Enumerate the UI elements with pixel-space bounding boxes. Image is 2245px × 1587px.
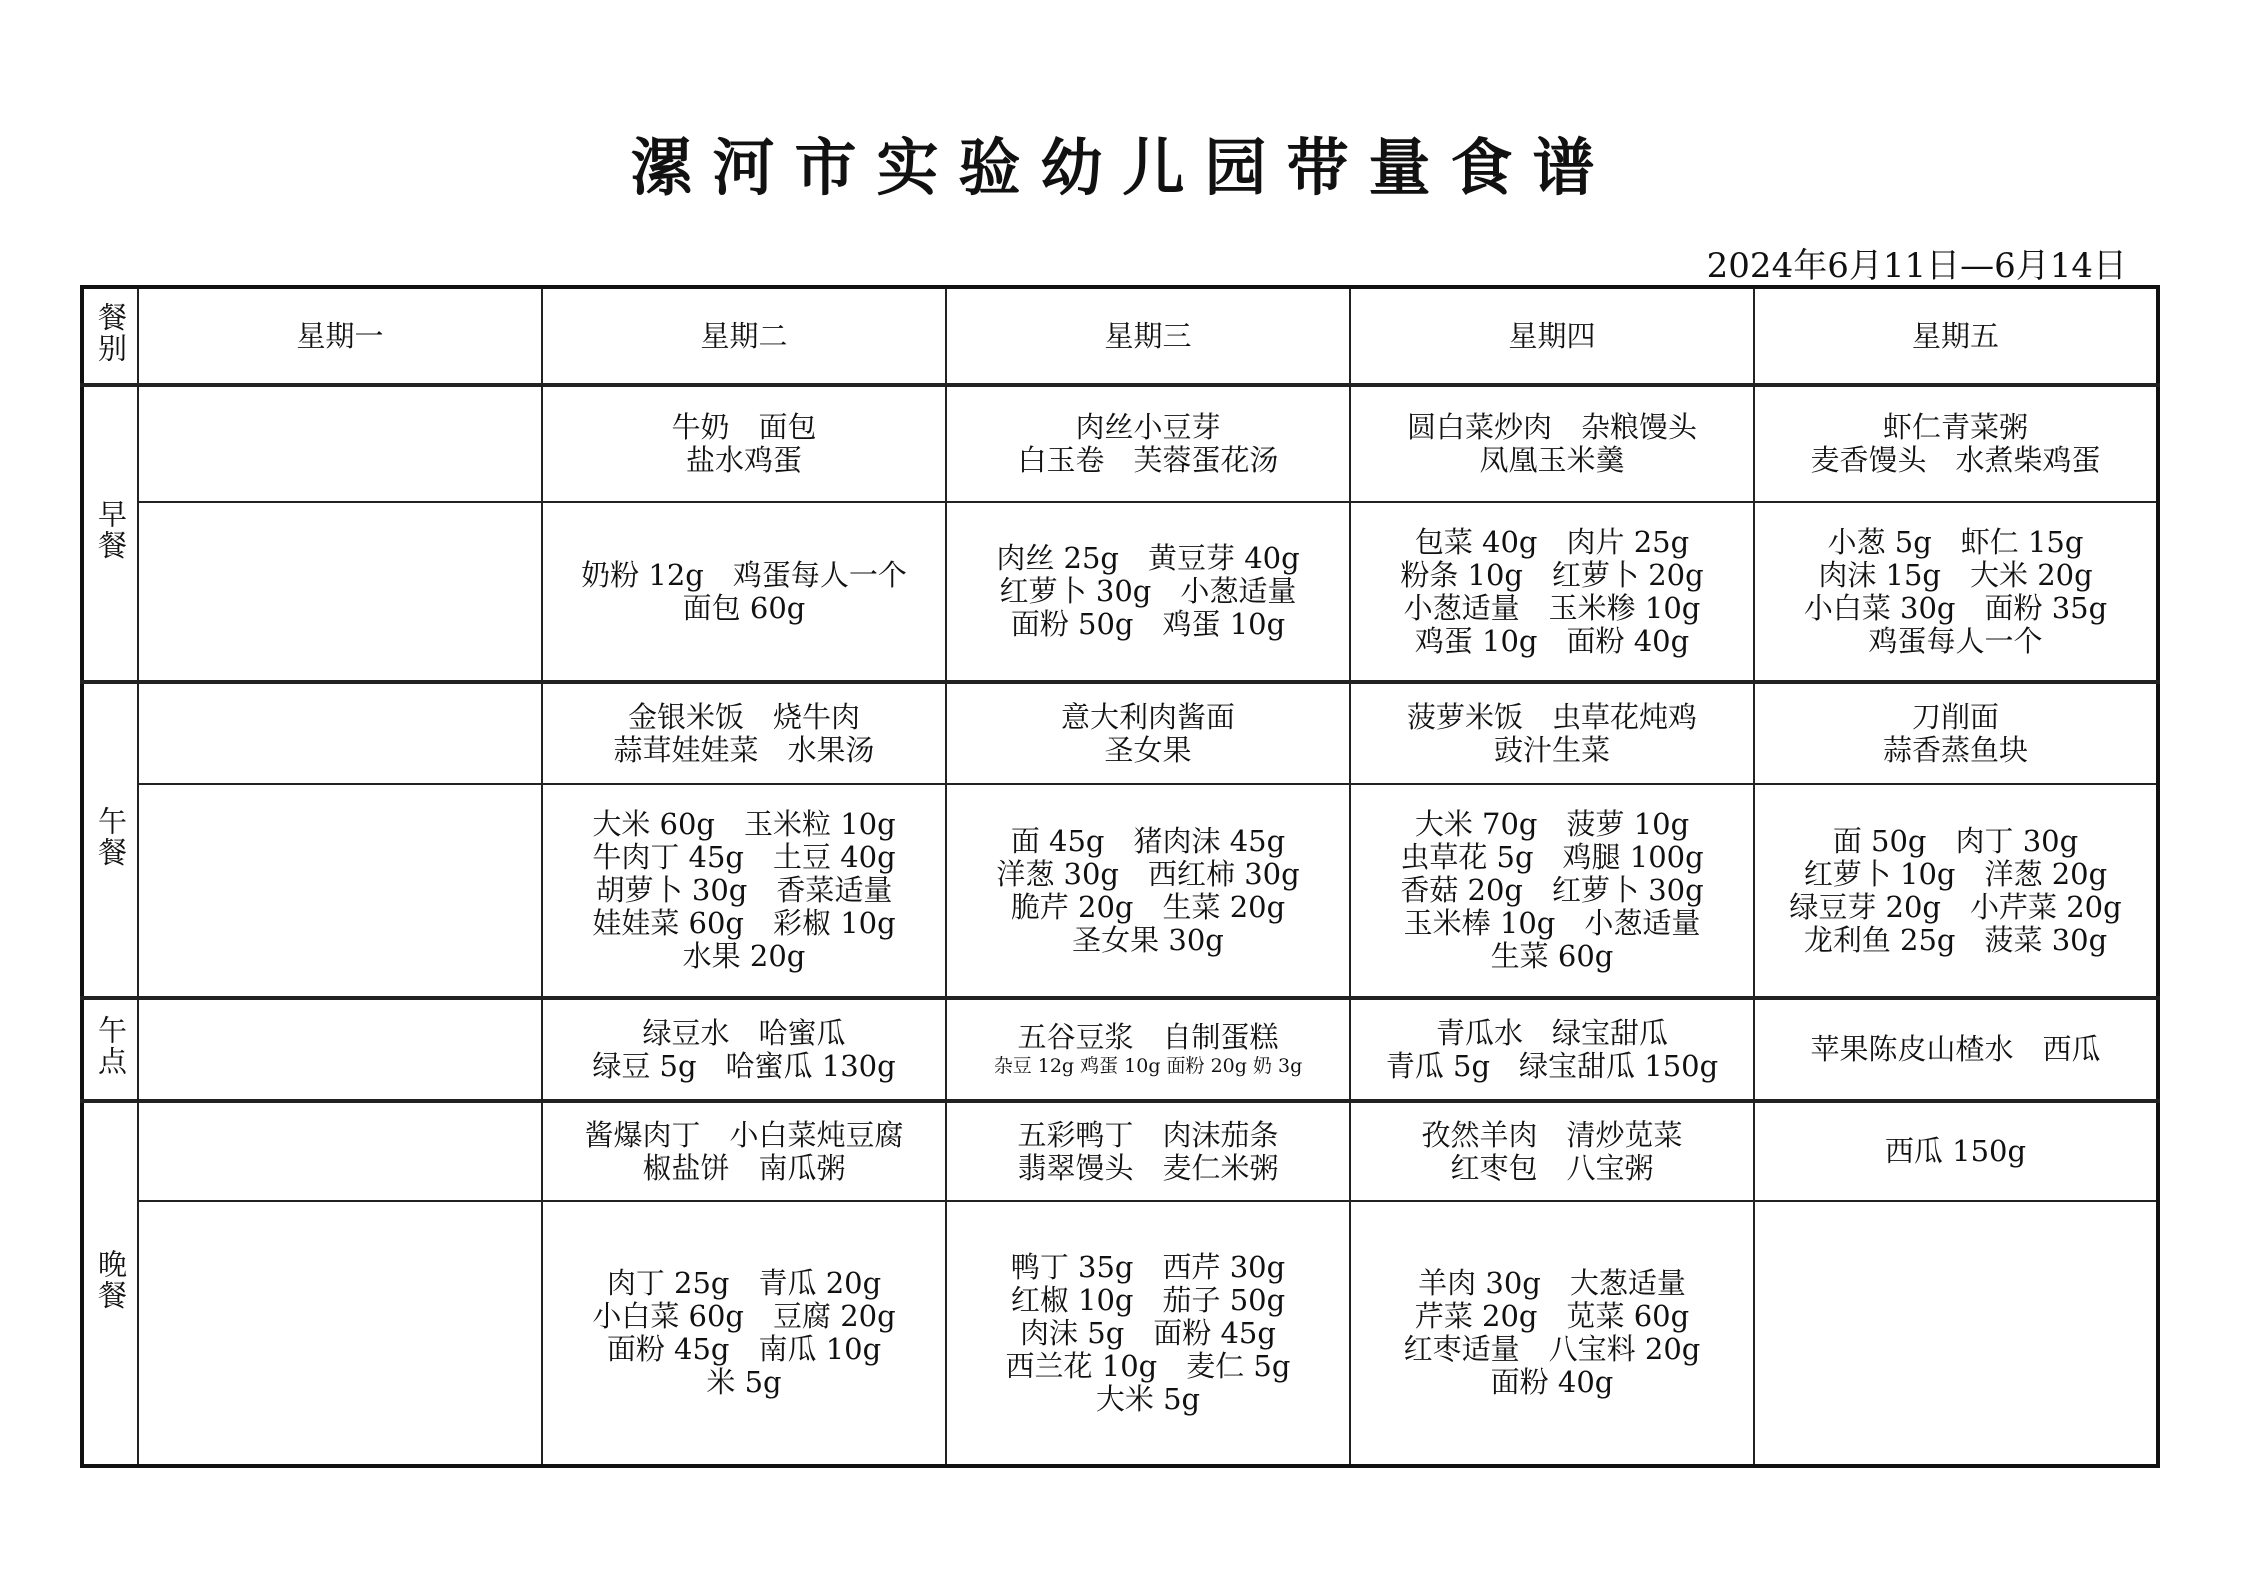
lunch-amount-thu: 大米 70g 菠萝 10g 虫草花 5g 鸡腿 100g 香菇 20g 红萝卜 30g 玉米棒 10g 小葱适量 生菜 60g [1350, 784, 1754, 998]
dinner-amount-tue: 肉丁 25g 青瓜 20g 小白菜 60g 豆腐 20g 面粉 45g 南瓜 10g 米 5g [542, 1201, 946, 1466]
snack-wed-dishes: 五谷豆浆 自制蛋糕 [1017, 1020, 1279, 1054]
breakfast-dishes-row [82, 385, 2158, 502]
snack-label: 午点 [82, 998, 138, 1101]
breakfast-amount-thu: 包菜 40g 肉片 25g 粉条 10g 红萝卜 20g 小葱适量 玉米糁 10g 鸡蛋 10g 面粉 40g [1350, 502, 1754, 682]
page-title: 漯河市实验幼儿园带量食谱 [630, 131, 1615, 204]
lunch-amount-tue: 大米 60g 玉米粒 10g 牛肉丁 45g 土豆 40g 胡萝卜 30g 香菜适量 娃娃菜 60g 彩椒 10g 水果 20g [542, 784, 946, 998]
dinner-amount-mon [138, 1201, 542, 1466]
day-header-mon: 星期一 [138, 287, 542, 385]
snack-wed [946, 998, 1350, 1101]
snack-tue: 绿豆水 哈蜜瓜 绿豆 5g 哈蜜瓜 130g [542, 998, 946, 1101]
lunch-amounts-row [82, 784, 2158, 998]
snack-row [82, 998, 2158, 1101]
lunch-label: 午餐 [82, 682, 138, 998]
day-header-fri: 星期五 [1754, 287, 2158, 385]
dinner-dish-mon [138, 1101, 542, 1201]
lunch-dish-fri: 刀削面 蒜香蒸鱼块 [1754, 682, 2158, 784]
lunch-amount-fri: 面 50g 肉丁 30g 红萝卜 10g 洋葱 20g 绿豆芽 20g 小芹菜 20g 龙利鱼 25g 菠菜 30g [1754, 784, 2158, 998]
dinner-amount-thu: 羊肉 30g 大葱适量 芹菜 20g 苋菜 60g 红枣适量 八宝料 20g 面粉 40g [1350, 1201, 1754, 1466]
dinner-dish-thu: 孜然羊肉 清炒苋菜 红枣包 八宝粥 [1350, 1101, 1754, 1201]
breakfast-dish-tue: 牛奶 面包 盐水鸡蛋 [542, 385, 946, 502]
menu-table [80, 285, 2160, 1468]
lunch-dish-tue: 金银米饭 烧牛肉 蒜茸娃娃菜 水果汤 [542, 682, 946, 784]
snack-wed-amounts: 杂豆 12g 鸡蛋 10g 面粉 20g 奶 3g [993, 1055, 1303, 1077]
day-header-thu: 星期四 [1350, 287, 1754, 385]
header-row [82, 287, 2158, 385]
dinner-amount-wed: 鸭丁 35g 西芹 30g 红椒 10g 茄子 50g 肉沫 5g 面粉 45g 西兰花 10g 麦仁 5g 大米 5g [946, 1201, 1350, 1466]
day-header-tue: 星期二 [542, 287, 946, 385]
lunch-amount-mon [138, 784, 542, 998]
breakfast-label: 早餐 [82, 385, 138, 682]
lunch-amount-wed: 面 45g 猪肉沫 45g 洋葱 30g 西红柿 30g 脆芹 20g 生菜 20g 圣女果 30g [946, 784, 1350, 998]
breakfast-amount-mon [138, 502, 542, 682]
dinner-dish-fri: 西瓜 150g [1754, 1101, 2158, 1201]
dinner-amounts-row [82, 1201, 2158, 1466]
breakfast-dish-thu: 圆白菜炒肉 杂粮馒头 凤凰玉米羹 [1350, 385, 1754, 502]
dinner-amount-fri [1754, 1201, 2158, 1466]
snack-fri: 苹果陈皮山楂水 西瓜 [1754, 998, 2158, 1101]
lunch-dish-thu: 菠萝米饭 虫草花炖鸡 豉汁生菜 [1350, 682, 1754, 784]
date-range: 2024年6月11日—6月14日 [1706, 246, 2127, 286]
breakfast-dish-mon [138, 385, 542, 502]
meal-column-header: 餐别 [82, 287, 138, 385]
dinner-dishes-row [82, 1101, 2158, 1201]
breakfast-amount-fri: 小葱 5g 虾仁 15g 肉沫 15g 大米 20g 小白菜 30g 面粉 35g 鸡蛋每人一个 [1754, 502, 2158, 682]
lunch-dish-mon [138, 682, 542, 784]
lunch-dish-wed: 意大利肉酱面 圣女果 [946, 682, 1350, 784]
breakfast-amounts-row [82, 502, 2158, 682]
breakfast-dish-fri: 虾仁青菜粥 麦香馒头 水煮柴鸡蛋 [1754, 385, 2158, 502]
breakfast-dish-wed: 肉丝小豆芽 白玉卷 芙蓉蛋花汤 [946, 385, 1350, 502]
breakfast-amount-tue: 奶粉 12g 鸡蛋每人一个 面包 60g [542, 502, 946, 682]
snack-thu: 青瓜水 绿宝甜瓜 青瓜 5g 绿宝甜瓜 150g [1350, 998, 1754, 1101]
dinner-label: 晚餐 [82, 1101, 138, 1466]
dinner-dish-wed: 五彩鸭丁 肉沫茄条 翡翠馒头 麦仁米粥 [946, 1101, 1350, 1201]
breakfast-amount-wed: 肉丝 25g 黄豆芽 40g 红萝卜 30g 小葱适量 面粉 50g 鸡蛋 10g [946, 502, 1350, 682]
lunch-dishes-row [82, 682, 2158, 784]
dinner-dish-tue: 酱爆肉丁 小白菜炖豆腐 椒盐饼 南瓜粥 [542, 1101, 946, 1201]
day-header-wed: 星期三 [946, 287, 1350, 385]
snack-mon [138, 998, 542, 1101]
